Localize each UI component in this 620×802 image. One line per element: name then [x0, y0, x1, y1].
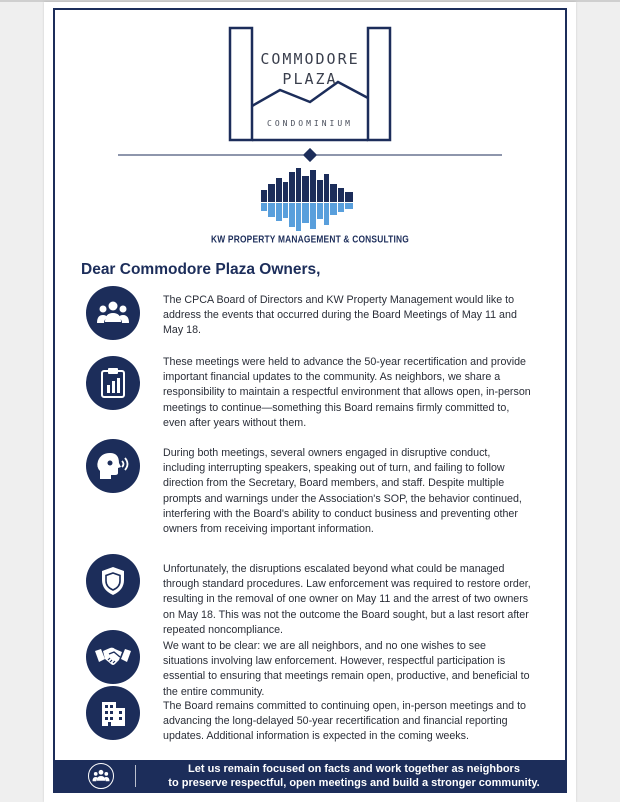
logo-subtitle: CONDOMINIUM — [267, 119, 353, 128]
paragraph-3: During both meetings, several owners engaged in disruptive conduct, including interrupting speakers, speaking out of turn, and failing to follow direction from the Secretary, Board members, and staff. Despite multiple prompts and warnings under the Association's SOP, the behavior continued, interfering with the Board's ability to conduct business and preventing other owners from receiving important information. — [163, 447, 522, 536]
logo-title-line1: COMMODORE — [260, 50, 360, 68]
police-badge-icon — [86, 554, 140, 608]
footer-line-2: to preserve respectful, open meetings and build a stronger community. — [168, 777, 540, 789]
footer-line-1: Let us remain focused on facts and work together as neighbors — [188, 763, 520, 775]
group-icon — [88, 763, 114, 789]
paragraph-4: Unfortunately, the disruptions escalated beyond what could be managed through standard procedures. Law enforcement was required to restore order, resulting in the removal of one owner on May 11 and the arrest of two owners on May 18. This was not the outcome the Board sought, but a last resort after repeated noncompliance. — [163, 563, 531, 636]
speaking-head-icon — [86, 439, 140, 493]
handshake-icon — [86, 630, 140, 684]
clipboard-chart-icon — [86, 356, 140, 410]
paragraph-6: The Board remains committed to continuing open, in-person meetings and to advancing the long-delayed 50-year recertification and financial reporting updates. Additional information is expected in the coming weeks. — [163, 700, 526, 743]
diamond-icon — [303, 148, 317, 162]
logo-title-line2: PLAZA — [282, 70, 338, 88]
footer-separator — [135, 765, 136, 787]
header-divider — [118, 148, 502, 162]
company-name: KW PROPERTY MANAGEMENT & CONSULTING — [211, 233, 409, 245]
paragraph-5: We want to be clear: we are all neighbors, and no one wishes to see situations involving law enforcement. However, respectful participation is essential to ensuring that meetings remain open, productive, and beneficial to the entire community. — [163, 640, 530, 698]
paragraph-1: The CPCA Board of Directors and KW Property Management would like to address the events that occurred during the Board Meetings of May 11 and May 18. — [163, 294, 517, 337]
footer-banner — [55, 760, 565, 792]
group-icon — [86, 286, 140, 340]
paragraph-2: These meetings were held to advance the 50-year recertification and provide important financial updates to the community. As neighbors, we share a responsibility to maintain a respectful environment that allows open, in-person meetings to continue—something this Board remains firmly committed to, even after years without them. — [163, 356, 531, 429]
building-icon — [86, 686, 140, 740]
skyline-logo — [255, 168, 365, 232]
footer-message — [149, 762, 559, 790]
logo-title — [258, 49, 362, 89]
letter-greeting: Dear Commodore Plaza Owners, — [81, 261, 321, 278]
